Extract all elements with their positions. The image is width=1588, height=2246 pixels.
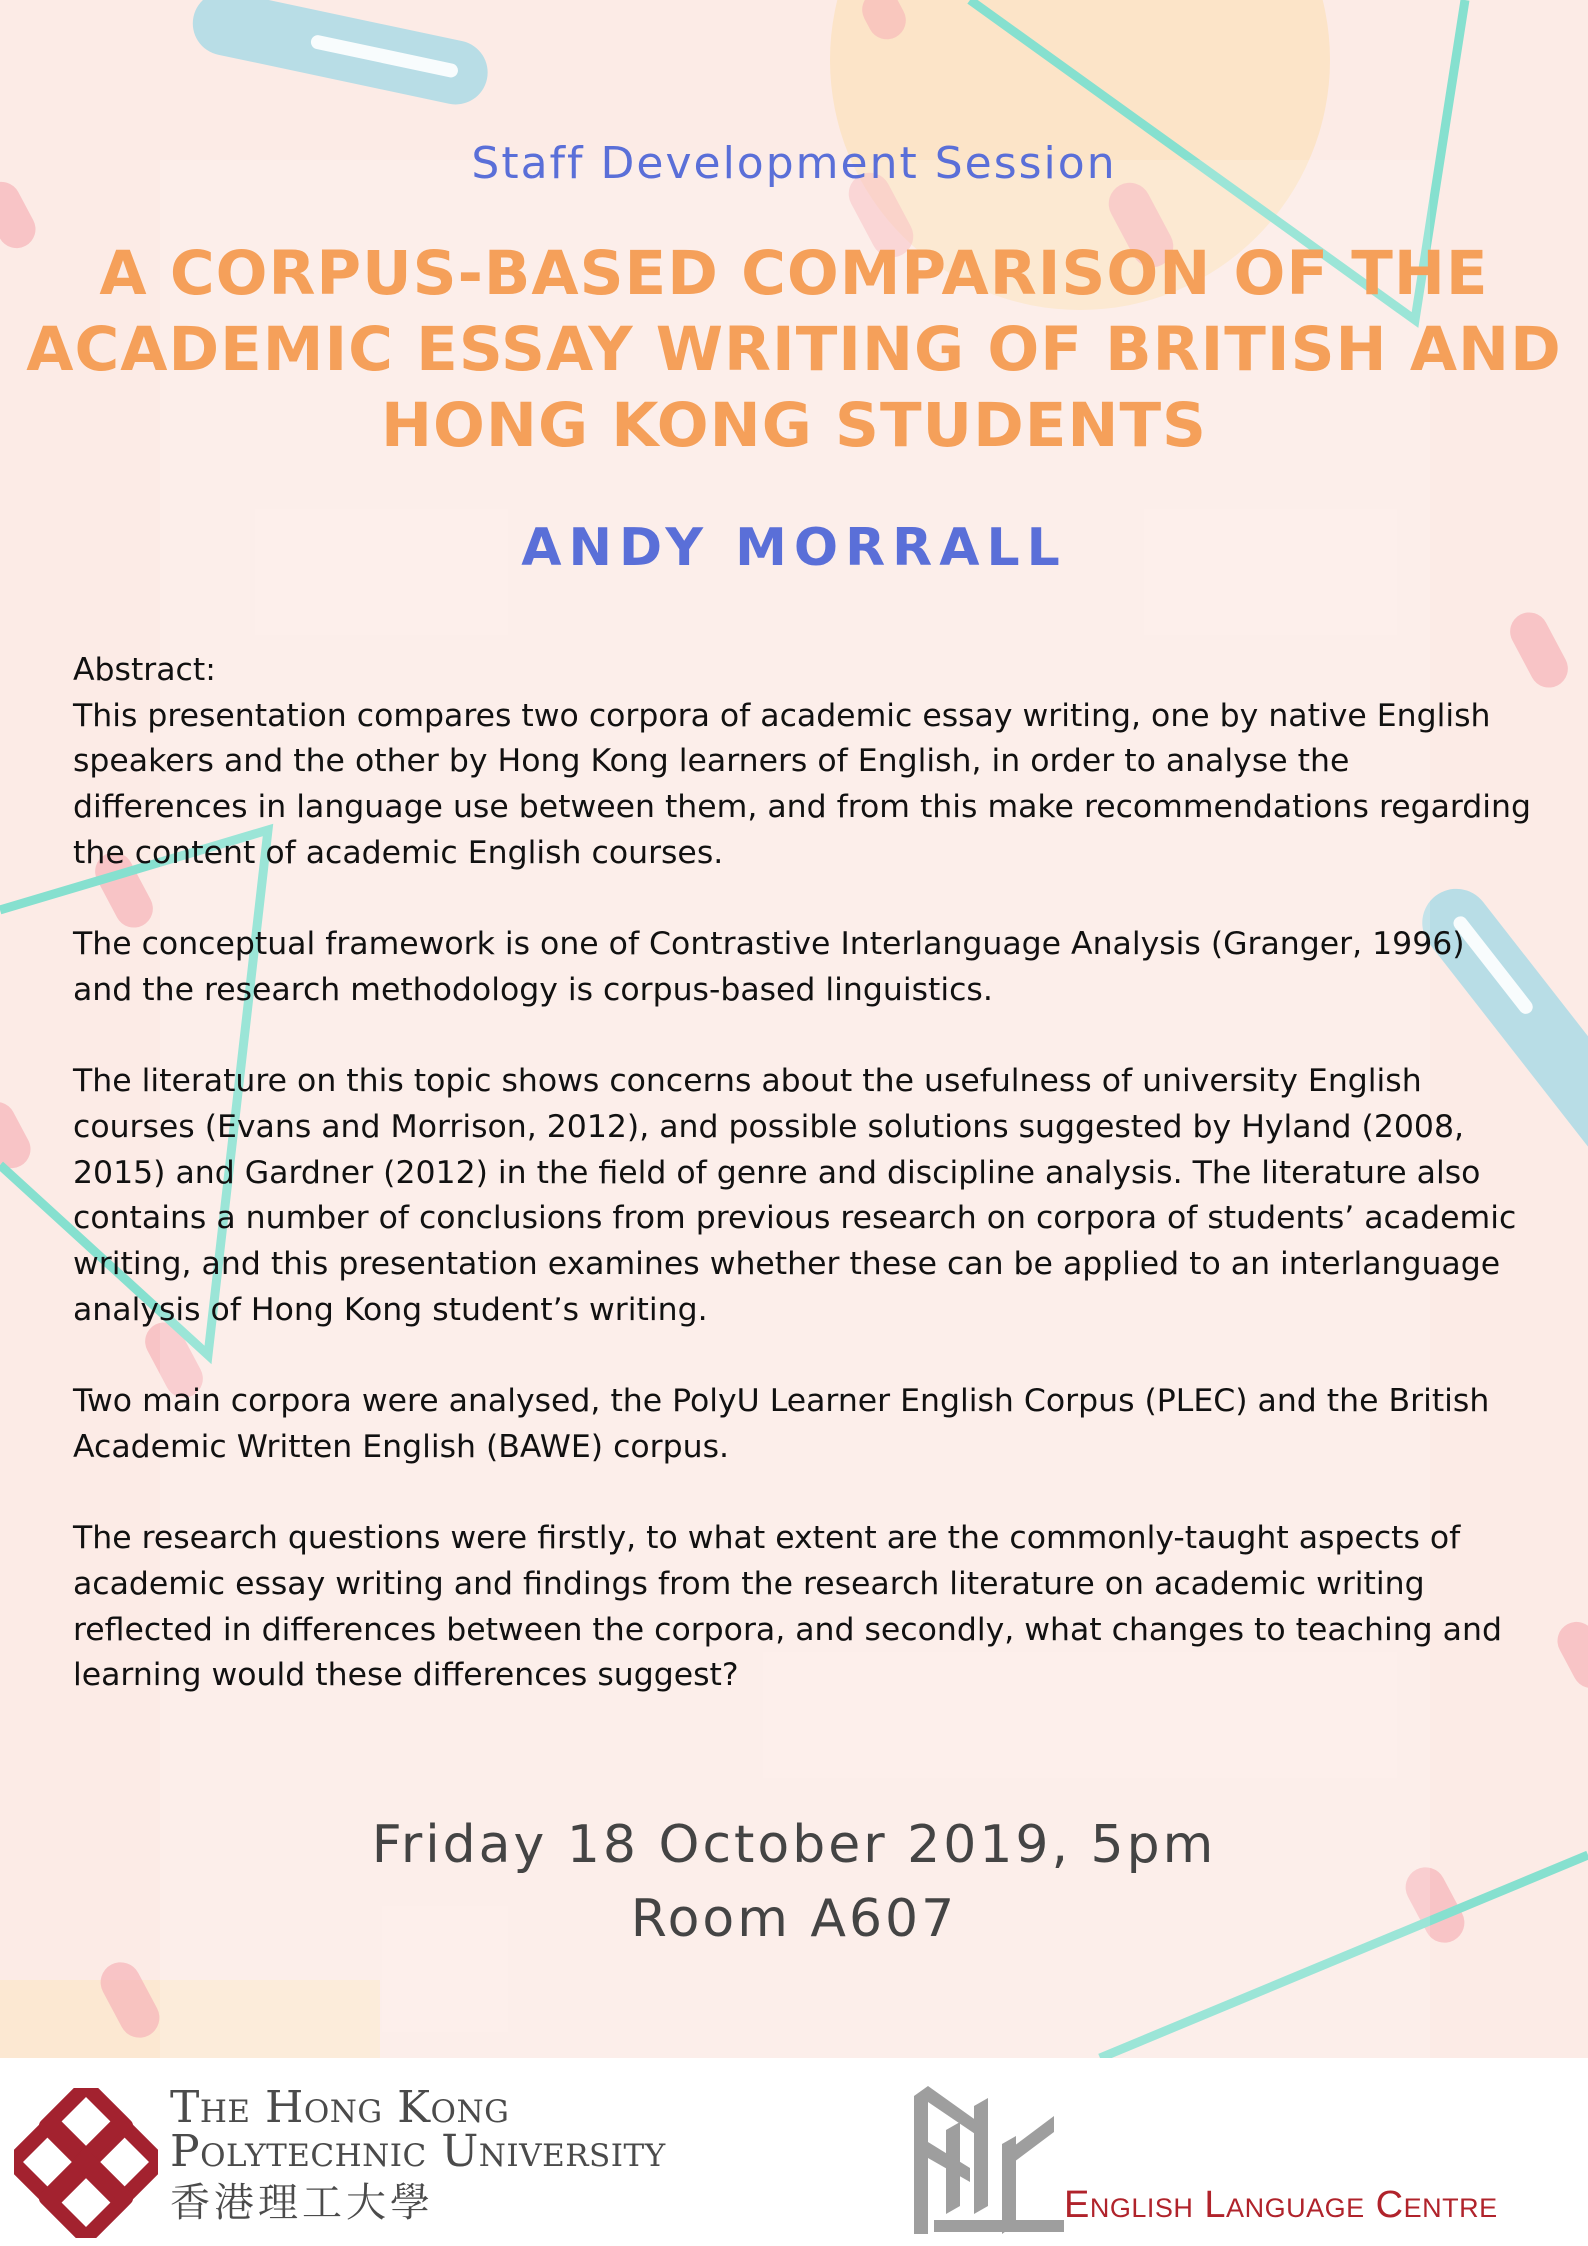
event-room: Room A607	[630, 1889, 958, 1949]
speaker-name: ANDY MORRALL	[521, 518, 1067, 578]
abstract-paragraph: This presentation compares two corpora of academic essay writing, one by native English speakers and the other by Hong Kong learners of English, in order to analyse the differences in language use between them, and from this make recommendations regarding the content of academic English courses.	[73, 697, 1531, 871]
abstract-paragraph: The conceptual framework is one of Contrastive Interlanguage Analysis (Granger, 1996) and the research methodology is corpus-based linguistics.	[73, 926, 1465, 1008]
pink-capsule-shape	[1551, 1615, 1588, 1695]
footer	[0, 2058, 1588, 2246]
abstract-paragraph: The research questions were firstly, to what extent are the commonly-taught aspects of academic essay writing and findings from the research literature on academic writing reflected in differences between the corpora, and secondly, what changes to teaching and learning would these differences suggest?	[73, 1520, 1502, 1694]
polyu-logo-icon	[14, 2088, 158, 2238]
pink-capsule-shape	[0, 1095, 37, 1175]
abstract-paragraph: Two main corpora were analysed, the PolyU Learner English Corpus (PLEC) and the British Academic Written English (BAWE) corpus.	[73, 1383, 1490, 1465]
abstract-label: Abstract:	[73, 652, 216, 688]
blue-pill-top-shape	[187, 0, 494, 110]
talk-title: A CORPUS-BASED COMPARISON OF THE ACADEMIC ESSAY WRITING OF BRITISH AND HONG KONG STUDENTS	[26, 238, 1562, 461]
elc-name: English Language Centre	[1064, 2184, 1498, 2226]
event-details	[0, 1808, 1588, 1956]
polyu-name-line1: The Hong Kong	[170, 2082, 510, 2133]
session-subtitle: Staff Development Session	[471, 138, 1117, 189]
polyu-name-chinese: 香港理工大學	[170, 2180, 434, 2226]
abstract-section	[73, 648, 1533, 1745]
polyu-name-line2: Polytechnic University	[170, 2126, 666, 2177]
polyu-name	[170, 2082, 666, 2230]
elc-logo-icon	[914, 2086, 1064, 2234]
abstract-paragraph: The literature on this topic shows concerns about the usefulness of university English courses (Evans and Morrison, 2012), and possible solutions suggested by Hyland (2008, 2015) and Gardner (2012) in the field of genre and discipline analysis. The literature also contains a number of conclusions from previous research on corpora of students’ academic writing, and this presentation examines whether these can be applied to an interlanguage analysis of Hong Kong student’s writing.	[73, 1063, 1517, 1328]
event-datetime: Friday 18 October 2019, 5pm	[371, 1815, 1217, 1875]
